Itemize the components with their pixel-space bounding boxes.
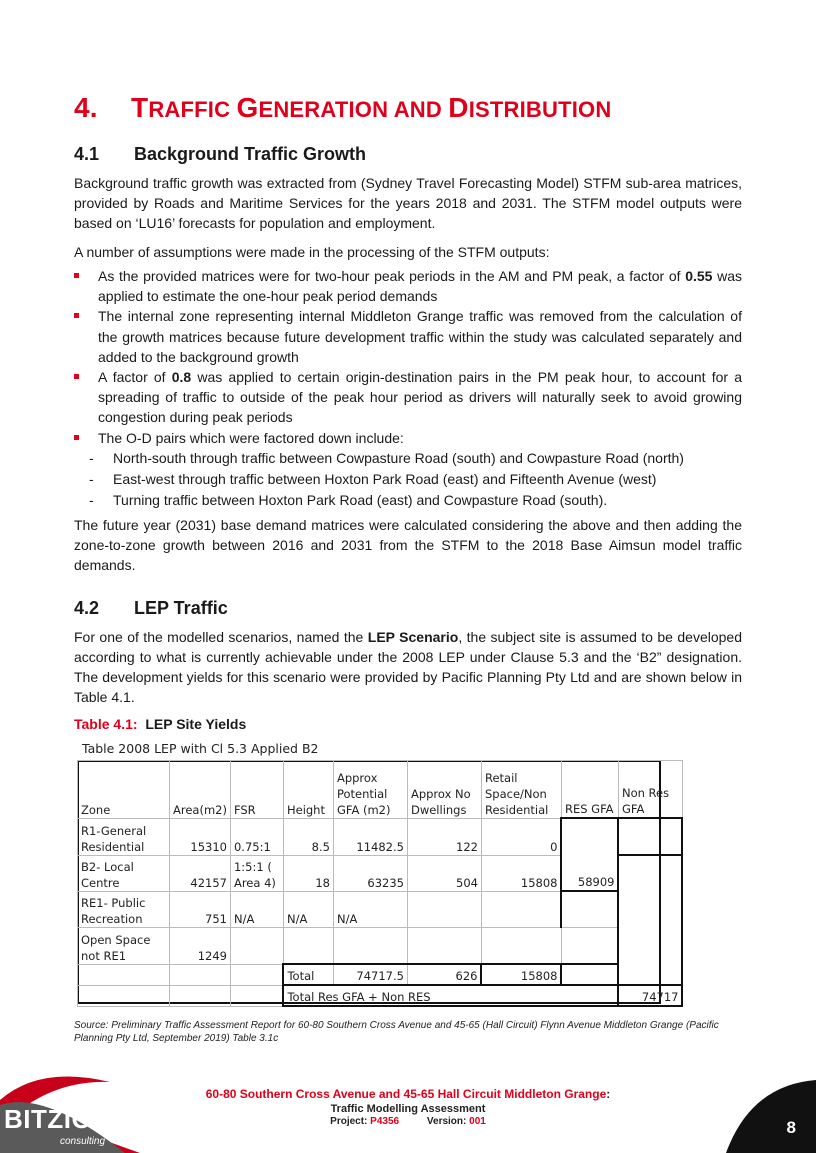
yields-table <box>77 760 683 1007</box>
bullet-icon <box>74 374 79 379</box>
table-row: R1-General Residential 15310 0.75:1 8.5 11482.5 122 0 58909 <box>78 818 683 855</box>
table-grand-total-row: Total Res GFA + Non RES 74717 <box>78 985 683 1006</box>
table-total-row: Total 74717.5 626 15808 <box>78 964 683 985</box>
page-corner-decoration-icon <box>726 1080 816 1153</box>
bullet-icon <box>74 435 79 440</box>
paragraph: A number of assumptions were made in the processing of the STFM outputs: <box>74 244 550 260</box>
list-item: The O-D pairs which were factored down include: <box>74 428 742 448</box>
dash-list <box>74 448 742 511</box>
bullet-list <box>74 266 742 448</box>
footer: 60-80 Southern Cross Avenue and 45-65 Hall Circuit Middleton Grange: Traffic Modelling Assessment Project: P4356 Version: 001 <box>0 1087 816 1127</box>
section-heading: 4.2 LEP Traffic <box>74 598 228 618</box>
chapter-heading: 4. TRAFFIC GENERATION AND DISTRIBUTION <box>74 92 612 123</box>
table-row: RE1- Public Recreation 751 N/A N/A N/A <box>78 891 683 928</box>
list-item: A factor of 0.8 was applied to certain origin-destination pairs in the PM peak hour, to account for a spreading of traffic to outside of the peak hour period as drivers will naturally seek to avoid growing congestion during peak periods <box>74 367 742 428</box>
list-item: The internal zone representing internal Middleton Grange traffic was removed from the calculation of the growth matrices because future development traffic within the study was calculated separately and added to the background growth <box>74 306 742 367</box>
list-item: - East-west through traffic between Hoxton Park Road (east) and Fifteenth Avenue (west) <box>89 470 657 487</box>
company-logo-subtitle: consulting <box>60 1136 106 1147</box>
bullet-icon <box>74 313 79 318</box>
table-caption: Table 4.1: LEP Site Yields <box>74 716 247 732</box>
table-header-row: Zone Area(m2) FSR Height Approx Potential GFA (m2) Approx No Dwellings Retail Space/Non Residential RES GFA Non Res GFA <box>78 761 683 819</box>
bullet-icon <box>74 273 79 278</box>
table-row: B2- Local Centre 42157 1:5:1 ( Area 4) 18 63235 504 15808 <box>78 855 683 891</box>
footer-project-name: 60-80 Southern Cross Avenue and 45-65 Hall Circuit Middleton Grange <box>205 1087 607 1101</box>
table-title: Table 2008 LEP with Cl 5.3 Applied B2 <box>82 741 319 756</box>
footer-report-title: Traffic Modelling Assessment <box>330 1103 486 1115</box>
section-background-traffic-growth <box>74 144 742 575</box>
paragraph: Background traffic growth was extracted from (Sydney Travel Forecasting Model) STFM sub-area matrices, provided by Roads and Maritime Services for the years 2018 and 2031. The STFM model outputs were based on ‘LU16’ forecasts for population and employment. <box>74 175 742 231</box>
section-lep-traffic <box>74 598 742 732</box>
lep-site-yields-table <box>74 741 734 1004</box>
section-heading: 4.1 Background Traffic Growth <box>74 144 367 164</box>
list-item: - Turning traffic between Hoxton Park Road (east) and Cowpasture Road (south). <box>89 491 608 508</box>
table-source-note: Source: Preliminary Traffic Assessment Report for 60-80 Southern Cross Avenue and 45-65 (Hall Circuit) Flynn Avenue Middleton Grange (Pacific Planning Pty Ltd, September 2019) Table 3.1c <box>74 1020 719 1044</box>
paragraph: For one of the modelled scenarios, named the LEP Scenario, the subject site is assumed to be developed according to what is currently achievable under the 2008 LEP under Clause 5.3 and the ‘B2” designation. The development yields for this scenario were provided by Pacific Planning Pty Ltd and are shown below in Table 4.1. <box>74 629 742 705</box>
table-row: Open Space not RE1 1249 <box>78 928 683 965</box>
paragraph: The future year (2031) base demand matrices were calculated considering the above and then adding the zone-to-zone growth between 2016 and 2031 from the STFM to the 2018 Base Aimsun model traffic demands. <box>74 516 742 573</box>
list-item: As the provided matrices were for two-hour peak periods in the AM and PM peak, a factor of 0.55 was applied to estimate the one-hour peak period demands <box>74 266 742 306</box>
footer-project-info: Project: P4356 Version: 001 <box>330 1116 486 1127</box>
page-number: 8 <box>786 1118 796 1137</box>
chapter-number: 4. <box>74 92 98 123</box>
company-logo: BITZIOS <box>4 1104 111 1134</box>
list-item: - North-south through traffic between Cowpasture Road (south) and Cowpasture Road (north) <box>89 449 684 466</box>
